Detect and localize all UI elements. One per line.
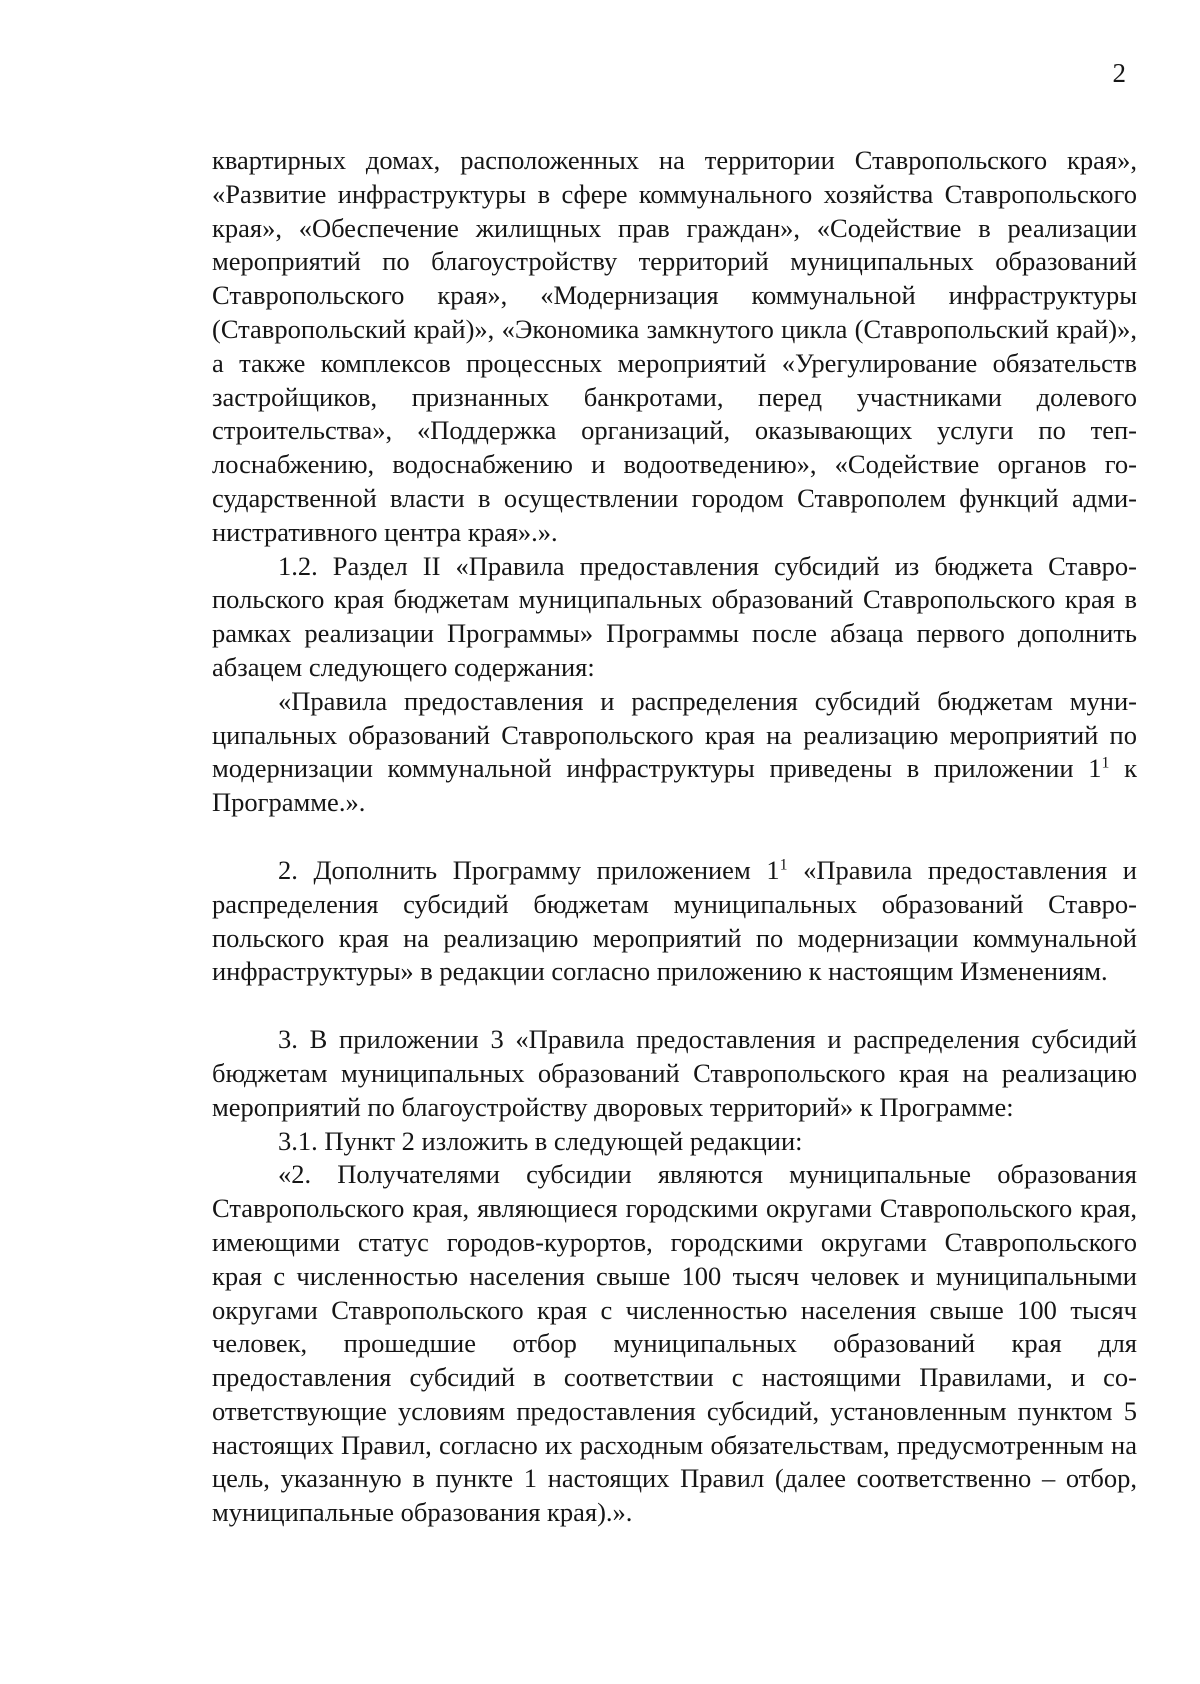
paragraph-text-after: к Программе.». <box>212 753 1137 818</box>
document-body <box>212 144 1137 1530</box>
superscript: 1 <box>1101 754 1110 772</box>
paragraph-3-1: 3.1. Пункт 2 изложить в следующей редакции: <box>278 1125 803 1156</box>
superscript: 1 <box>779 856 788 874</box>
page-number: 2 <box>1112 58 1126 88</box>
paragraph-program-list: квартирных домах, расположенных на территории Ставропольского края», «Развитие инфраструктуры в сфере коммунального хозяйства Ставропольского края», «Обеспечение жилищных прав граждан», «Содействие в реализации мероприятий по благоустройству территорий муниципальных образований Ставропольского края», «Модернизация коммунальной инфраструктуры (Ставропольский край)», «Экономика замкнутого цикла (Ставропольский край)», а также комплексов процессных мероприятий «Урегулирование обязательств застройщиков, признанных банкротами, перед участниками долевого строительства», «Поддержка организаций, оказывающих услуги по теплоснабжению, водоснабжению и водоотведению», «Содействие органов государственной власти в осуществлении городом Ставрополем функций административного центра края».». <box>212 145 1137 547</box>
paragraph-text-before: 2. Дополнить Программу приложением 1 <box>278 854 780 885</box>
paragraph-text-before: «Правила предоставления и распределения субсидий бюджетам муниципальных образований Ставропольского края на реализацию мероприятий по модернизации коммунальной инфраструктуры приведены в приложении 1 <box>212 685 1137 784</box>
paragraph-text-after: «Правила предоставления и распределения субсидий бюджетам муниципальных образований Ставропольского края на реализацию мероприятий по модернизации коммунальной инфраструктуры» в редакции согласно приложению к настоящим Изменениям. <box>212 854 1137 987</box>
paragraph-3: 3. В приложении 3 «Правила предоставления и распределения субсидий бюджетам муниципальных образований Ставропольского края на реализацию мероприятий по благоустройству дворовых территорий» к Программе: <box>212 1024 1137 1122</box>
paragraph-1-2: 1.2. Раздел II «Правила предоставления субсидий из бюджета Ставропольского края бюджетам муниципальных образований Ставропольского края в рамках реализации Программы» Программы после абзаца первого дополнить абзацем следующего содержания: <box>212 550 1137 682</box>
paragraph-2 <box>212 854 1137 989</box>
paragraph-quoted-rules <box>212 685 1137 820</box>
paragraph-quoted-point-2: «2. Получателями субсидии являются муниципальные образования Ставропольского края, являющиеся городскими округами Ставропольского края, имеющими статус городов-курортов, городскими округами Ставропольского края с численностью населения свыше 100 тысяч человек и муниципальными округами Ставропольского края с численностью населения свыше 100 тысяч человек, прошедшие отбор муниципальных образований края для предоставления субсидий в соответствии с настоящими Правилами, и соответствующие условиям предоставления субсидий, установленным пунктом 5 настоящих Правил, согласно их расходным обязательствам, предусмотренным на цель, указанную в пункте 1 настоящих Правил (далее соответственно – отбор, муниципальные образования края).». <box>212 1159 1137 1528</box>
